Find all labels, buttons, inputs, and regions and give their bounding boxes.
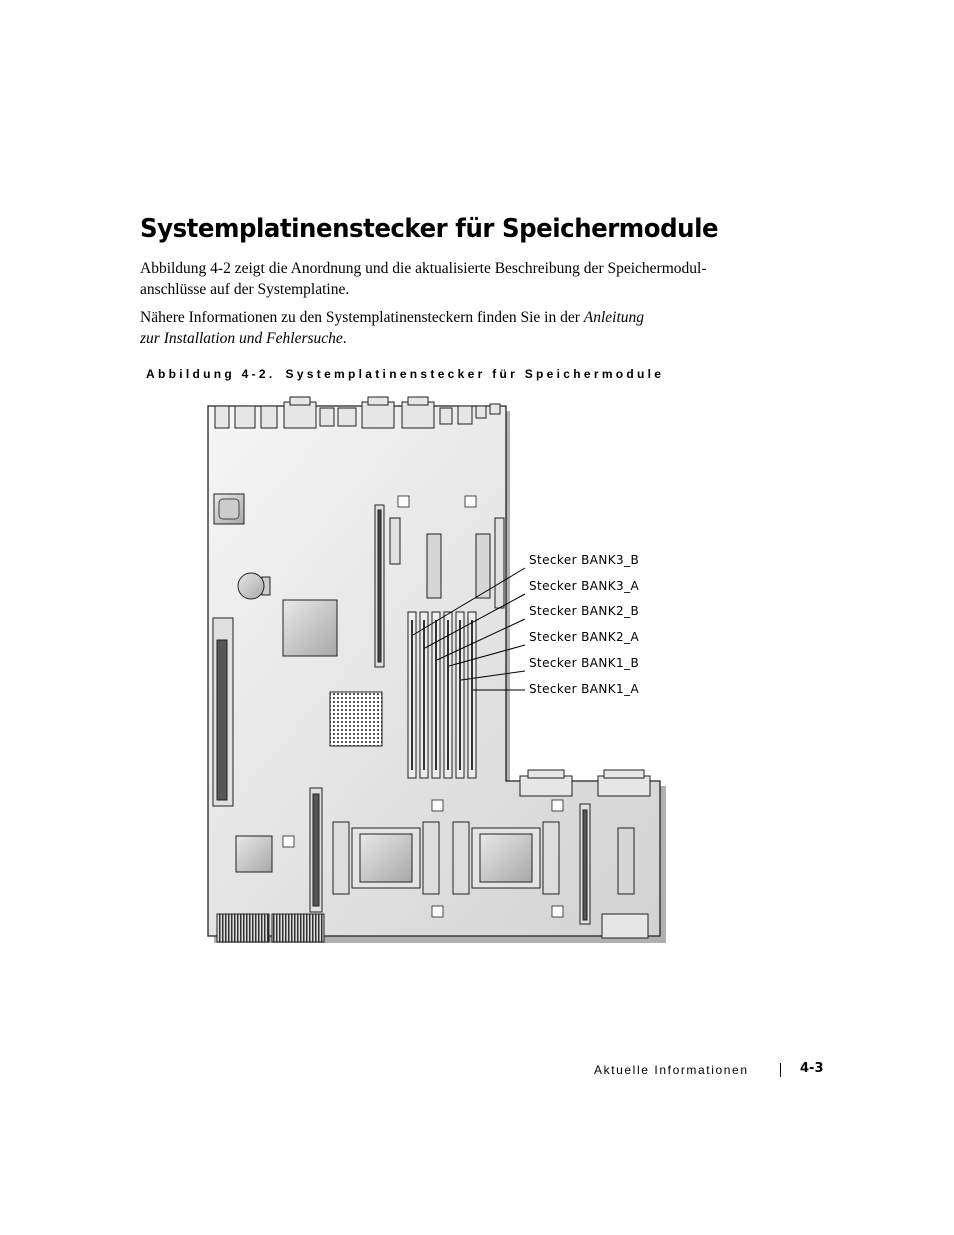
processor-2 bbox=[453, 822, 559, 894]
system-board-illustration bbox=[200, 395, 670, 950]
callout-bank3-a: Stecker BANK3_A bbox=[529, 579, 640, 593]
reference-paragraph bbox=[140, 307, 644, 349]
footer-divider bbox=[780, 1063, 781, 1077]
page-title: Systemplatinenstecker für Speichermodule bbox=[140, 214, 719, 244]
intro-line-1: Abbildung 4-2 zeigt die Anordnung und die aktualisierte Beschreibung der Speichermodul- bbox=[140, 260, 707, 277]
intro-paragraph bbox=[140, 258, 706, 300]
figure-caption bbox=[146, 367, 664, 381]
callout-bank1-a: Stecker BANK1_A bbox=[529, 682, 640, 696]
reference-line-1 bbox=[140, 307, 644, 328]
figure-number: Abbildung 4-2. bbox=[146, 367, 276, 381]
page-number: 4-3 bbox=[800, 1061, 824, 1076]
footer-section-name: Aktuelle Informationen bbox=[594, 1063, 749, 1077]
reference-line-2 bbox=[140, 328, 644, 349]
reference-text: Nähere Informationen zu den Systemplatinensteckern finden Sie in der bbox=[140, 309, 584, 326]
reference-period: . bbox=[342, 330, 347, 347]
battery bbox=[238, 573, 270, 599]
processor-1 bbox=[333, 822, 439, 894]
guide-title-part-1: Anleitung bbox=[583, 309, 645, 326]
guide-title-part-2: zur Installation und Fehlersuche bbox=[140, 330, 343, 347]
intro-line-2: anschlüsse auf der Systemplatine. bbox=[140, 281, 350, 298]
bottom-chip bbox=[236, 836, 272, 872]
callout-bank2-a: Stecker BANK2_A bbox=[529, 630, 640, 644]
callout-bank1-b: Stecker BANK1_B bbox=[529, 656, 640, 670]
callout-bank2-b: Stecker BANK2_B bbox=[529, 604, 640, 618]
callout-bank3-b: Stecker BANK3_B bbox=[529, 553, 640, 567]
bga-chip bbox=[330, 692, 382, 746]
figure-title: Systemplatinenstecker für Speichermodule bbox=[285, 367, 665, 381]
north-bridge-chip bbox=[283, 600, 337, 656]
